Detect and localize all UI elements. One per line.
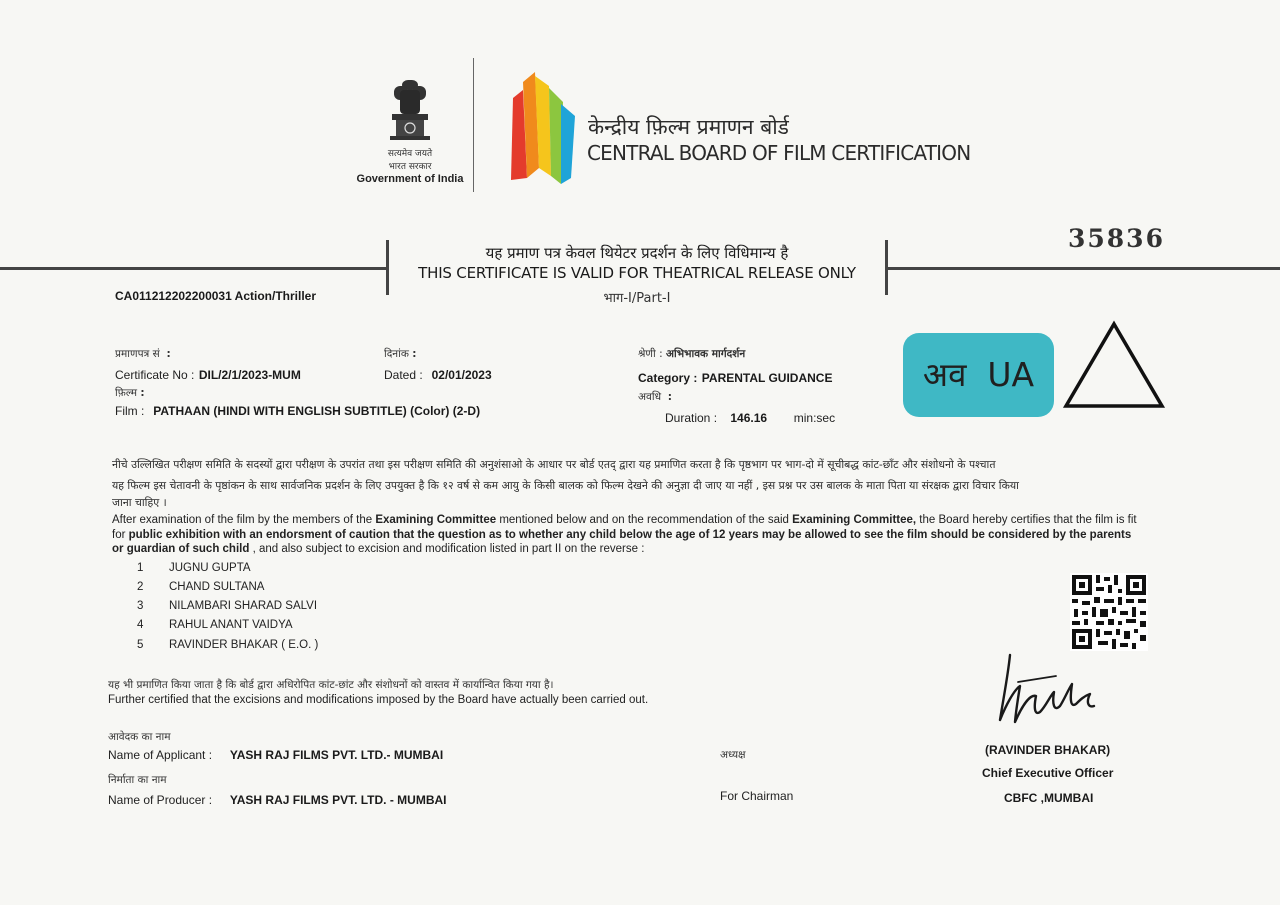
reference-genre: CA011212202200031 Action/Thriller [115,289,317,303]
producer-label: Name of Producer : [108,793,213,807]
emblem-bharat-sarkar: भारत सरकार [388,162,432,172]
category-hindi: श्रेणी : अभिभावक मार्गदर्शन [638,348,746,360]
committee-number: 3 [137,600,144,612]
signatory-title: Chief Executive Officer [982,766,1114,780]
film-value: PATHAAN (HINDI WITH ENGLISH SUBTITLE) (Color) (2-D) [153,404,481,418]
certificate-value: DIL/2/1/2023-MUM [198,368,301,382]
category [638,369,832,387]
applicant-value: YASH RAJ FILMS PVT. LTD.- MUMBAI [229,748,444,762]
certification-english: After examination of the film by the members of the Examining Committee mentioned below and on the recommendation of the said Examining Committee, the Board hereby certifies that the film is fit for public exhibition with an endorsment of caution that the question as to whether any child below the age of 12 years may be allowed to see the film should be considered by the parents or guardian of such child , and also subject to excision and modification listed in part II on the reverse : [112,514,1137,556]
applicant [108,746,443,764]
duration [638,409,835,427]
emblem-motto: सत्यमेव जयते [387,149,433,159]
certificate-label-hindi: प्रमाणपत्र सं : [115,348,171,360]
committee-member: RAVINDER BHAKAR ( E.O. ) [169,639,319,651]
national-emblem-icon [380,76,440,146]
committee-number: 2 [137,581,144,593]
board-name-english: CENTRAL BOARD OF FILM CERTIFICATION [587,141,971,165]
certificate-number [115,366,301,384]
validity-english: THIS CERTIFICATE IS VALID FOR THEATRICAL RELEASE ONLY [418,264,856,282]
header-rule-left [0,267,388,270]
header-rule-right [886,267,1280,270]
board-name-hindi: केन्द्रीय फ़िल्म प्रमाणन बोर्ड [588,115,789,139]
qr-code-icon [1070,573,1148,651]
signatory-office: CBFC ,MUMBAI [1004,791,1094,805]
applicant-label: Name of Applicant : [108,748,213,762]
part-label: भाग-I/Part-I [603,291,671,306]
validity-hindi: यह प्रमाण पत्र केवल थियेटर प्रदर्शन के लिए विधिमान्य है [485,244,789,262]
certification-hindi-line2: यह फिल्म इस चेतावनी के पृष्ठांकन के साथ सार्वजनिक प्रदर्शन के लिए उपयुक्त है कि १२ वर्ष से कम आयु के किसी बालक को फिल्म देखने की अनुज्ञा दी जाए या नहीं , इस प्रश्न पर उस बालक के माता पिता या संरक्षक द्वारा विचार किया [112,479,1019,492]
duration-label-hindi: अवधि : [638,391,672,403]
certification-hindi-line1: नीचे उल्लिखित परीक्षण समिति के सदस्यों द्वारा परीक्षण के उपरांत तथा इस परीक्षण समिति की अनुशंसाओ के आधार पर बोर्ड एतद् द्वारा यह प्रमाणित करता है कि पृष्ठभाग पर भाग-दो में सूचीबद्ध कांट-छाँट और संशोधनो के पश्चात [112,458,996,471]
date-value: 02/01/2023 [431,368,492,382]
signature-icon [990,650,1105,730]
committee-number: 4 [137,619,144,631]
date-label-hindi: दिनांक : [384,348,417,360]
committee-member: CHAND SULTANA [169,581,265,593]
committee-member: NILAMBARI SHARAD SALVI [169,600,318,612]
further-certified-english: Further certified that the excisions and modifications imposed by the Board have actually been carried out. [108,694,649,706]
category-value: PARENTAL GUIDANCE [701,371,833,385]
duration-unit: min:sec [793,411,836,425]
certificate-date [384,366,492,384]
signatory-name: (RAVINDER BHAKAR) [985,743,1111,757]
triangle-rating-icon [1062,320,1166,410]
date-label: Dated : [384,368,423,382]
chairman-label-hindi: अध्यक्ष [720,749,746,761]
committee-number: 5 [137,639,144,651]
producer-label-hindi: निर्माता का नाम [108,774,167,786]
film-label-hindi: फ़िल्म : [115,387,145,399]
committee-member: JUGNU GUPTA [169,562,251,574]
committee-member: RAHUL ANANT VAIDYA [169,619,293,631]
header-divider [473,58,474,192]
serial-number: 35836 [1068,224,1165,253]
duration-label: Duration : [665,411,718,425]
producer [108,791,447,809]
category-label: Category : [638,371,698,385]
certificate-label: Certificate No : [115,368,195,382]
film-title [115,402,480,420]
committee-number: 1 [137,562,144,574]
cbfc-logo-icon [505,68,579,188]
rating-badge-text: अव UA [922,355,1035,394]
validity-box-right [885,240,888,295]
further-certified-hindi: यह भी प्रमाणित किया जाता है कि बोर्ड द्वारा अधिरोपित कांट-छांट और संशोधनों को वास्तव में कार्यान्वित किया गया है। [108,679,554,691]
applicant-label-hindi: आवेदक का नाम [108,731,171,743]
producer-value: YASH RAJ FILMS PVT. LTD. - MUMBAI [229,793,447,807]
certification-hindi-line3: जाना चाहिए । [112,496,167,509]
government-label: Government of India [356,173,464,185]
film-label: Film : [115,404,145,418]
chairman-label: For Chairman [720,789,794,803]
duration-value: 146.16 [730,411,768,425]
